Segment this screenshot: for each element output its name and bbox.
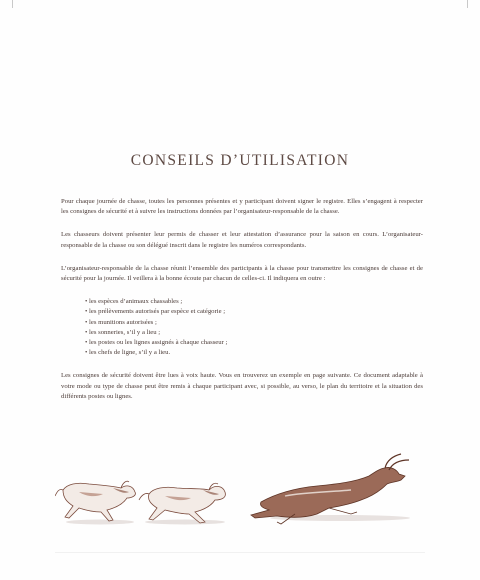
footer-divider (55, 552, 425, 553)
list-item: • les munitions autorisées ; (85, 318, 157, 326)
hound-2-icon (139, 483, 225, 523)
list-item: • les prélèvements autorisés par espèce et catégorie ; (85, 308, 226, 316)
hunting-scene-illustration (55, 452, 425, 530)
list-item: • les espèces d’animaux chassables ; (85, 298, 183, 306)
paragraph-signing: Pour chaque journée de chasse, toutes les personnes présentes et y participant doivent signer le registre. Elles s’engagent à respecter les consignes de sécurité et à suivre les instructions données par l’organisateur-responsable de la chasse. (61, 198, 423, 216)
crop-mark-right (467, 0, 468, 8)
list-item: • les chefs de ligne, s’il y a lieu. (85, 349, 171, 357)
antelope-icon (251, 454, 409, 524)
crop-mark-left (12, 0, 13, 8)
list-item: • les postes ou les lignes assignés à chaque chasseur ; (85, 339, 228, 347)
list-item: • les sonneries, s’il y a lieu ; (85, 328, 161, 336)
paragraph-permits: Les chasseurs doivent présenter leur permis de chasser et leur attestation d’assurance pour la saison en cours. L’organisateur-responsable de la chasse ou son délégué inscrit dans le registre les numéros correspondants. (61, 231, 423, 249)
instructions-list (61, 297, 423, 358)
body-text (61, 197, 423, 415)
paragraph-organizer: L’organisateur-responsable de la chasse réunit l’ensemble des participants à la chasse pour transmettre les consignes de chasse et de sécurité pour la journée. Il veillera à la bonne écoute par chacun de celles-ci. Il indiquera en outre : (61, 264, 423, 283)
paragraph-closing: Les consignes de sécurité doivent être lues à voix haute. Vous en trouverez un exemple en page suivante. Ce document adaptable à votre mode ou type de chasse peut être remis à chaque participant avec, si possible, au verso, le plan du territoire et la situation des différents postes ou lignes. (61, 372, 423, 400)
hound-1-icon (55, 481, 135, 521)
page-title: CONSEILS D’UTILISATION (130, 152, 350, 169)
